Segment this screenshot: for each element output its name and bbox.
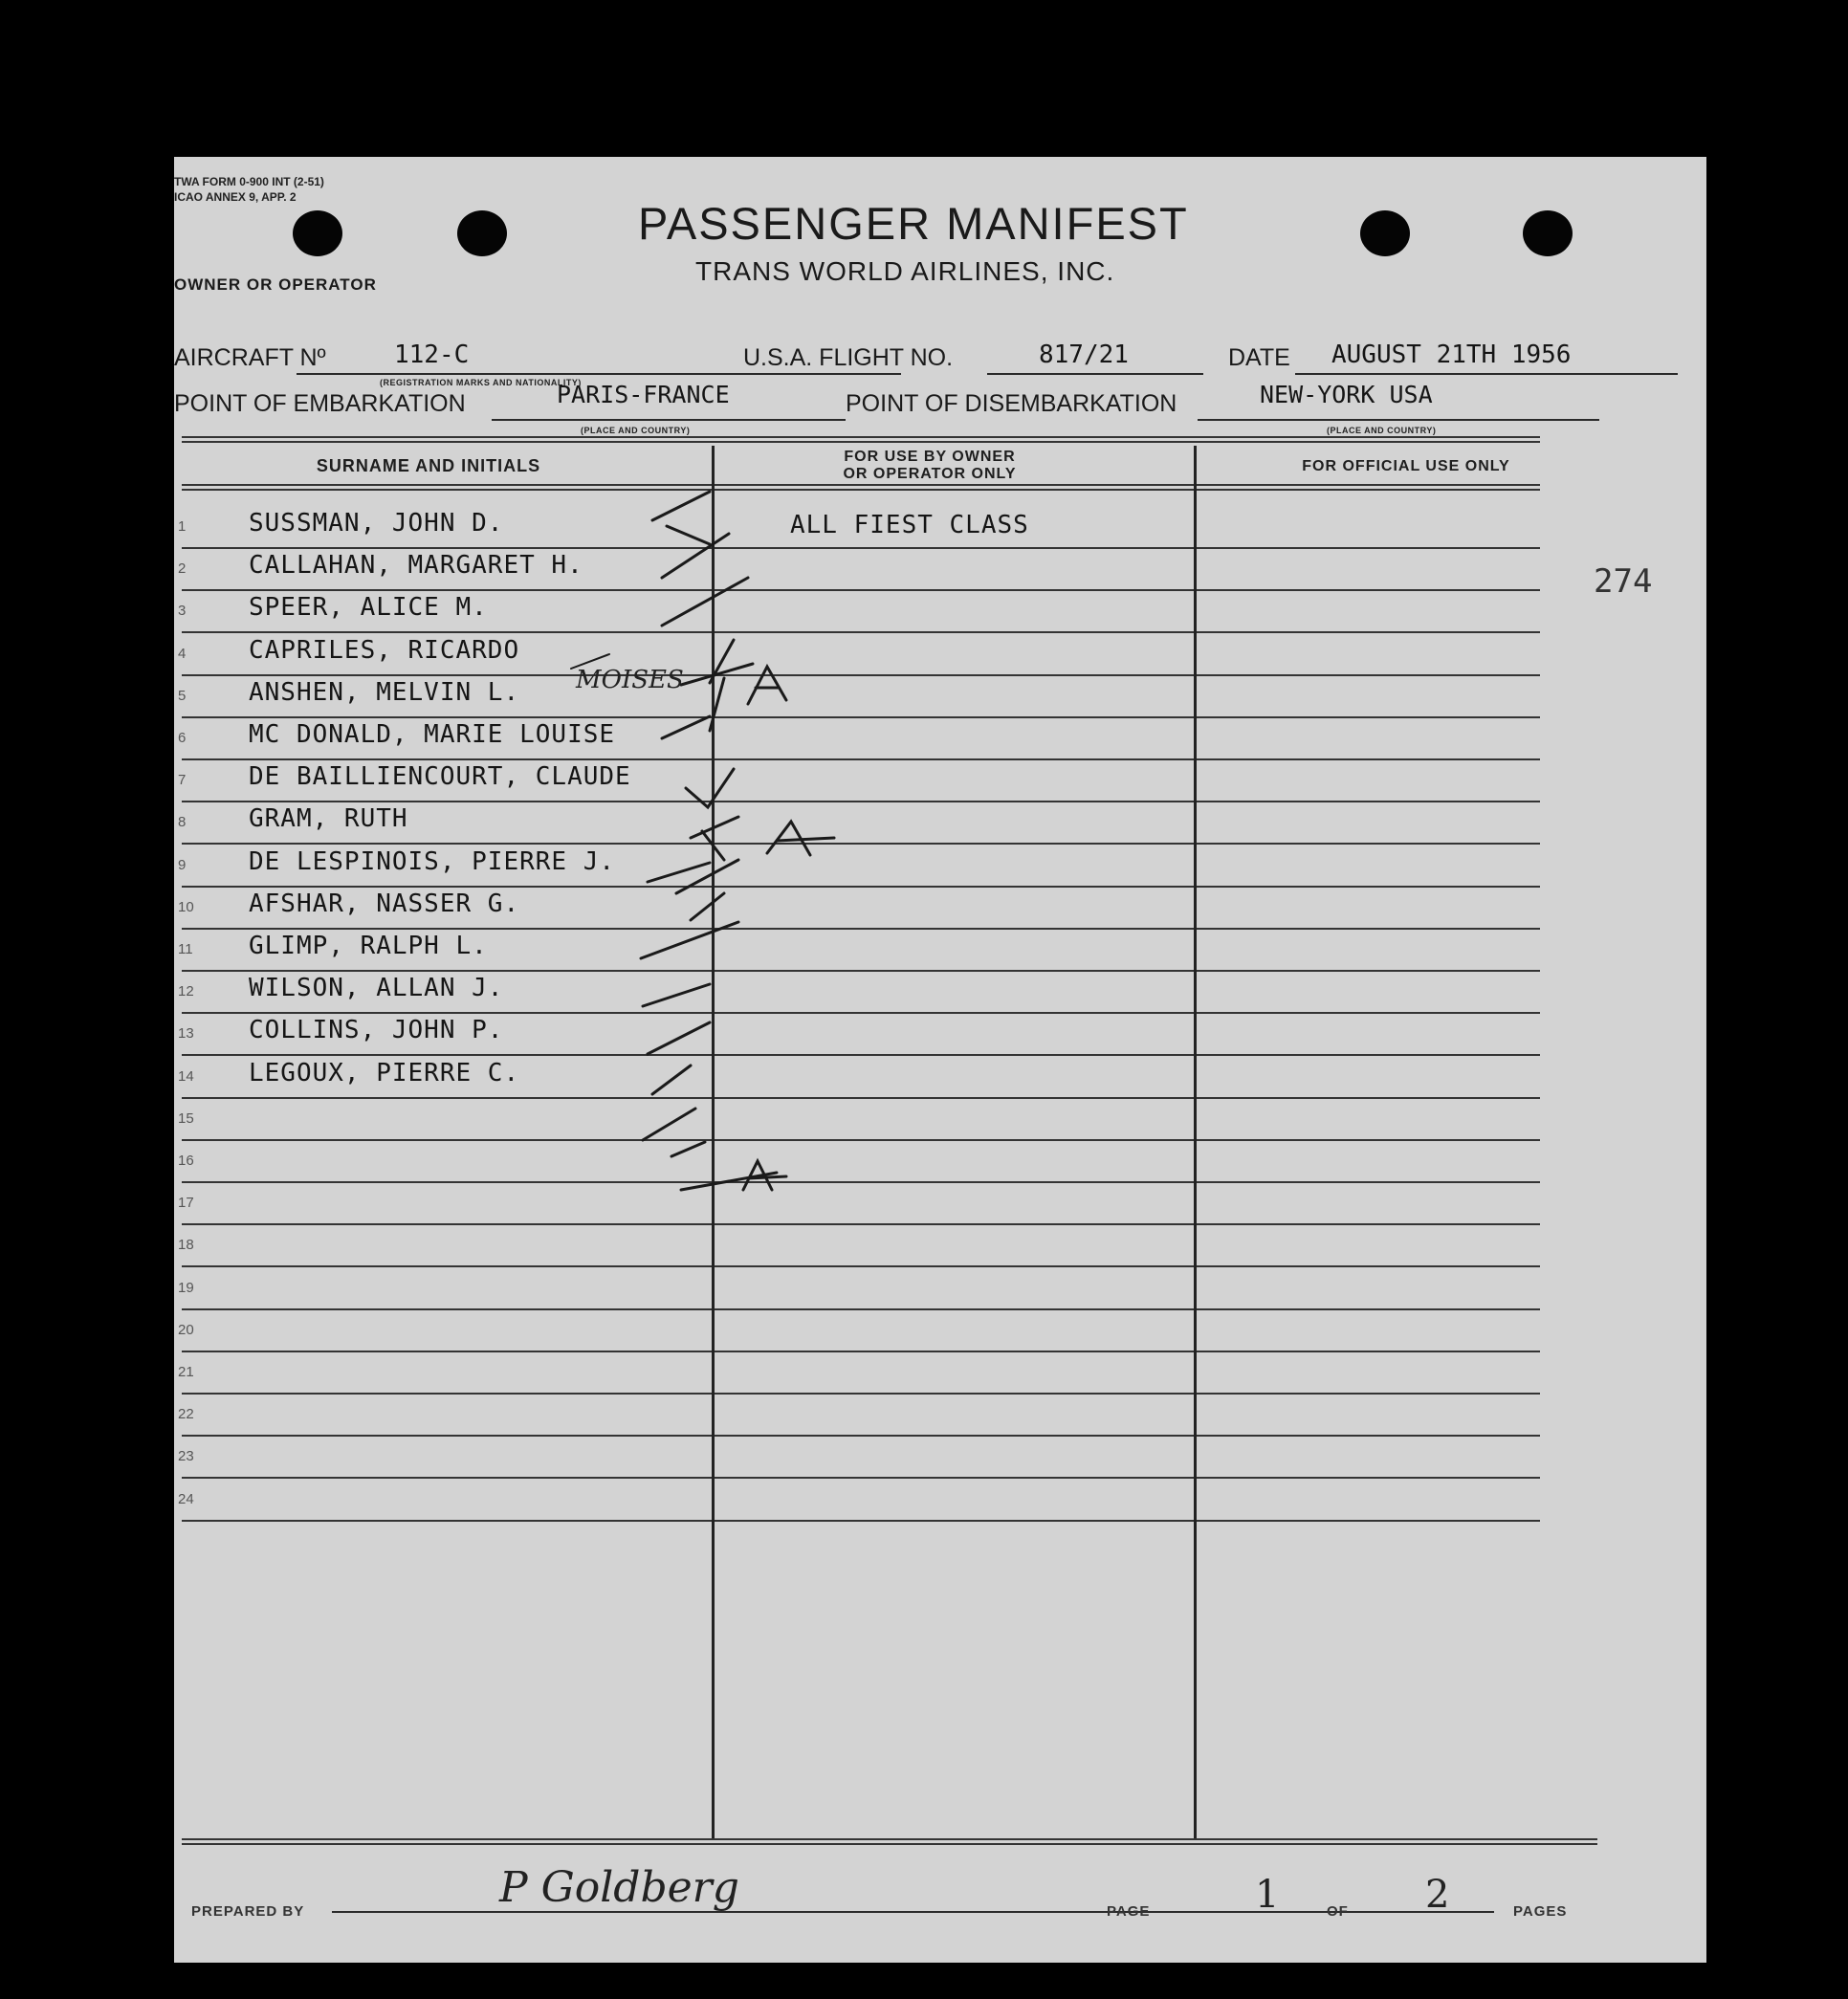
check-mark bbox=[691, 893, 724, 920]
row-number: 19 bbox=[178, 1280, 194, 1296]
of-label: OF bbox=[1327, 1903, 1349, 1920]
row-number: 2 bbox=[178, 560, 187, 577]
passenger-name: SPEER, ALICE M. bbox=[249, 593, 488, 622]
passenger-name: SUSSMAN, JOHN D. bbox=[249, 509, 504, 538]
handwritten-a bbox=[743, 1161, 786, 1190]
check-mark bbox=[691, 817, 738, 860]
owner-note: ALL FIEST CLASS bbox=[790, 511, 1029, 539]
row-number: 10 bbox=[178, 899, 194, 915]
check-mark bbox=[652, 492, 710, 544]
handwritten-marks bbox=[174, 157, 1706, 1963]
embarkation-value: PARIS-FRANCE bbox=[557, 381, 730, 408]
row-number: 5 bbox=[178, 688, 187, 704]
row-number: 15 bbox=[178, 1110, 194, 1127]
manifest-title: PASSENGER MANIFEST bbox=[638, 198, 1189, 249]
aircraft-label: AIRCRAFT Nº bbox=[174, 344, 326, 371]
disembarkation-value: NEW-YORK USA bbox=[1260, 381, 1433, 408]
row-number: 1 bbox=[178, 518, 187, 535]
disembarkation-caption: (PLACE AND COUNTRY) bbox=[1327, 426, 1437, 435]
flight-label: U.S.A. FLIGHT NO. bbox=[743, 344, 954, 371]
row-number: 16 bbox=[178, 1153, 194, 1169]
prepared-by-label: PREPARED BY bbox=[191, 1903, 305, 1920]
row-number: 11 bbox=[178, 941, 193, 957]
manifest-sheet bbox=[174, 157, 1706, 1963]
registration-caption: (REGISTRATION MARKS AND NATIONALITY) bbox=[380, 378, 582, 387]
date-value: AUGUST 21TH 1956 bbox=[1331, 340, 1572, 369]
passenger-name: GRAM, RUTH bbox=[249, 804, 408, 833]
airline-name: TRANS WORLD AIRLINES, INC. bbox=[695, 256, 1115, 286]
handwritten-a bbox=[748, 667, 786, 704]
form-code-line-1: TWA FORM 0-900 INT (2-51) bbox=[174, 175, 324, 188]
passenger-name: DE LESPINOIS, PIERRE J. bbox=[249, 847, 616, 876]
handwritten-a bbox=[767, 822, 834, 855]
aircraft-value: 112-C bbox=[394, 340, 470, 369]
check-mark bbox=[662, 534, 729, 578]
page-label: PAGE bbox=[1107, 1903, 1151, 1920]
check-mark bbox=[643, 984, 710, 1006]
check-mark bbox=[652, 1065, 691, 1094]
passenger-name: MC DONALD, MARIE LOUISE bbox=[249, 720, 616, 749]
embarkation-caption: (PLACE AND COUNTRY) bbox=[581, 426, 691, 435]
row-number: 7 bbox=[178, 772, 187, 788]
embarkation-label: POINT OF EMBARKATION bbox=[174, 390, 466, 417]
total-pages: 2 bbox=[1425, 1873, 1450, 1917]
row-number: 17 bbox=[178, 1195, 194, 1211]
check-mark bbox=[681, 640, 753, 685]
check-mark bbox=[681, 1173, 777, 1190]
row-number: 12 bbox=[178, 983, 194, 1000]
passenger-name: AFSHAR, NASSER G. bbox=[249, 890, 520, 918]
pages-label: PAGES bbox=[1513, 1903, 1568, 1920]
check-mark bbox=[648, 1022, 710, 1054]
check-mark bbox=[662, 578, 748, 626]
flight-value: 817/21 bbox=[1039, 340, 1129, 369]
passenger-name: CALLAHAN, MARGARET H. bbox=[249, 551, 583, 580]
form-code-line-2: ICAO ANNEX 9, APP. 2 bbox=[174, 190, 297, 204]
passenger-name: GLIMP, RALPH L. bbox=[249, 932, 488, 960]
passenger-name: ANSHEN, MELVIN L. bbox=[249, 678, 520, 707]
passenger-name: COLLINS, JOHN P. bbox=[249, 1016, 504, 1044]
surname-column-header: SURNAME AND INITIALS bbox=[316, 456, 541, 475]
official-use-column-header: FOR OFFICIAL USE ONLY bbox=[1302, 458, 1510, 474]
row-number: 8 bbox=[178, 814, 187, 830]
row-number: 22 bbox=[178, 1406, 194, 1422]
name-correction: MOISES bbox=[576, 666, 684, 694]
row-number: 23 bbox=[178, 1448, 194, 1464]
check-mark bbox=[686, 769, 734, 807]
row-number: 21 bbox=[178, 1364, 194, 1380]
disembarkation-label: POINT OF DISEMBARKATION bbox=[846, 390, 1177, 417]
row-number: 13 bbox=[178, 1025, 194, 1042]
row-number: 24 bbox=[178, 1491, 194, 1507]
passenger-name: DE BAILLIENCOURT, CLAUDE bbox=[249, 762, 631, 791]
row-number: 14 bbox=[178, 1068, 194, 1085]
check-mark bbox=[641, 922, 738, 958]
owner-use-header-line-2: OR OPERATOR ONLY bbox=[843, 466, 1017, 482]
row-number: 18 bbox=[178, 1237, 194, 1253]
owner-label: OWNER OR OPERATOR bbox=[174, 275, 377, 294]
date-label: DATE bbox=[1228, 344, 1290, 371]
row-number: 20 bbox=[178, 1322, 194, 1338]
check-mark bbox=[648, 860, 738, 893]
row-number: 9 bbox=[178, 857, 187, 873]
preparer-signature: P Goldberg bbox=[499, 1863, 739, 1912]
row-number: 3 bbox=[178, 603, 187, 619]
page-number: 1 bbox=[1255, 1873, 1280, 1917]
passenger-name: CAPRILES, RICARDO bbox=[249, 636, 520, 665]
check-mark bbox=[643, 1109, 705, 1156]
passenger-name: LEGOUX, PIERRE C. bbox=[249, 1059, 520, 1087]
passenger-name: WILSON, ALLAN J. bbox=[249, 974, 504, 1002]
margin-number: 274 bbox=[1594, 562, 1653, 601]
row-number: 6 bbox=[178, 730, 187, 746]
row-number: 4 bbox=[178, 646, 187, 662]
owner-use-header-line-1: FOR USE BY OWNER bbox=[844, 449, 1016, 465]
